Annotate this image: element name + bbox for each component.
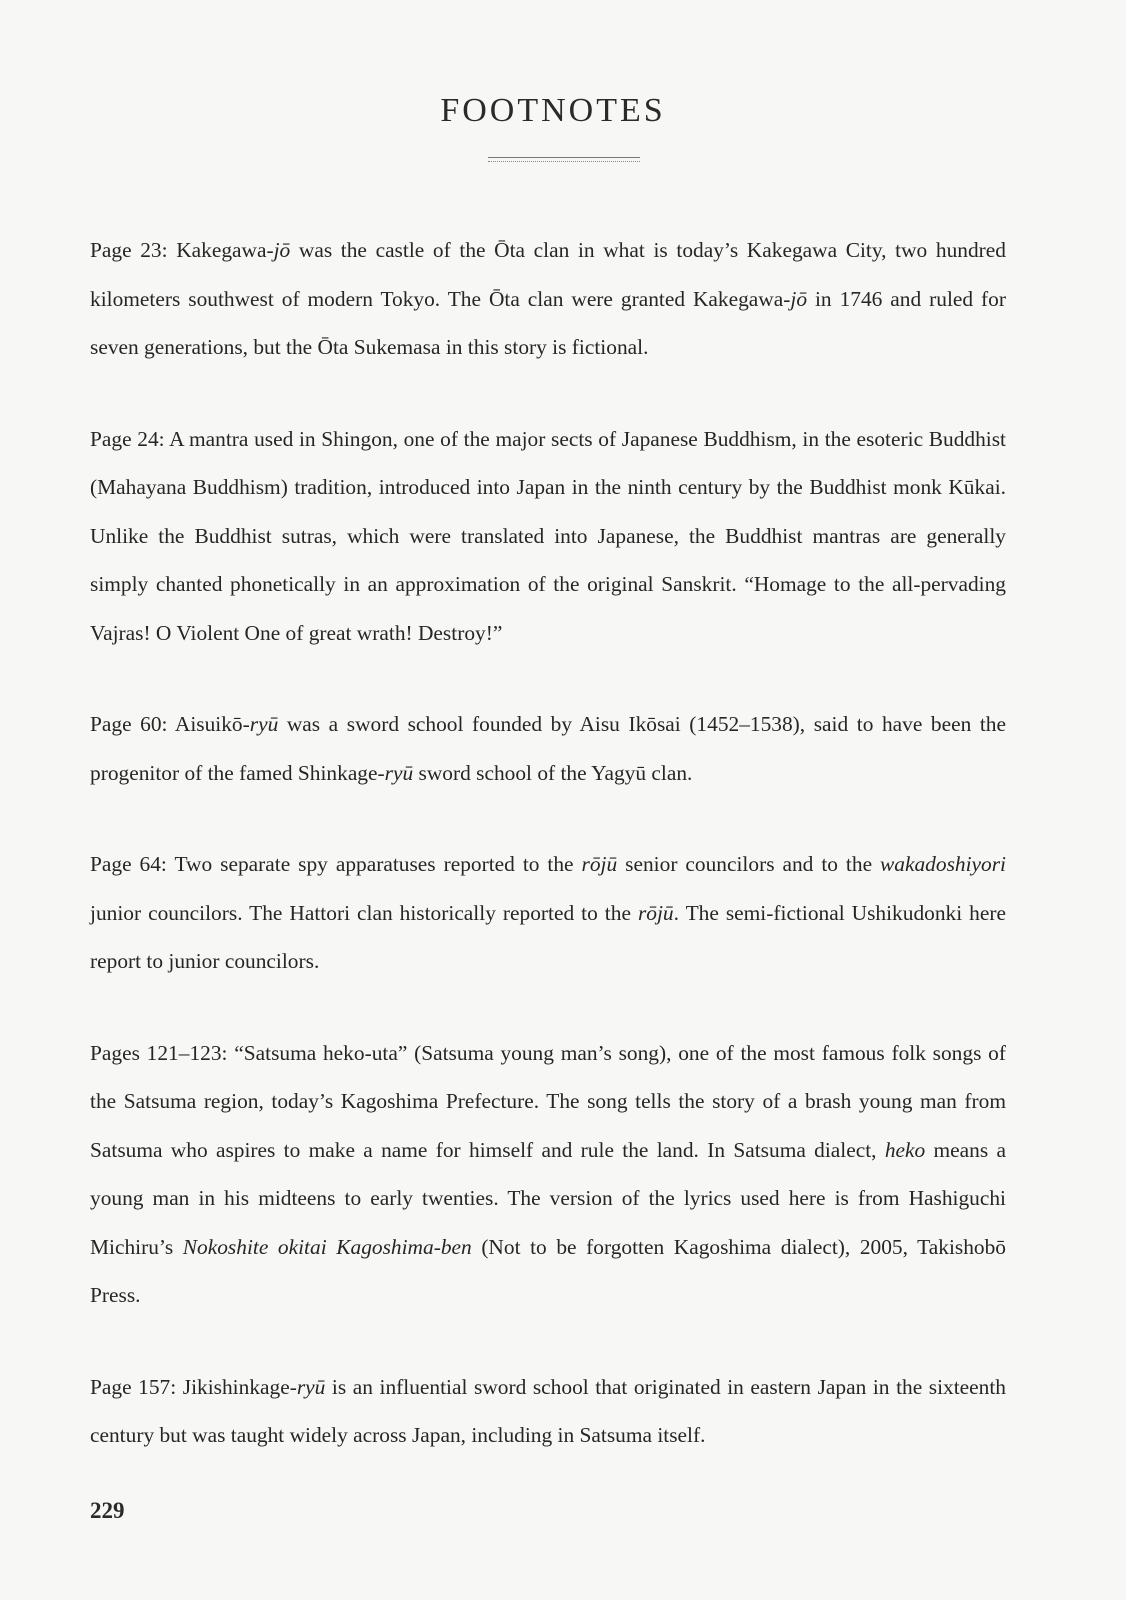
title-ornament — [488, 157, 640, 162]
note-text: (Not to be forgotten Kagoshima dialect), 2005, Takishobō Press. — [90, 1234, 1006, 1307]
italic-term: wakadoshiyori — [880, 852, 1006, 876]
note-text: means a young man in his midteens to early twenties. The version of the lyrics used here is from Hashiguchi Michiru’s — [90, 1137, 1006, 1259]
italic-term: rōjū — [581, 852, 618, 876]
italic-term: Nokoshite okitai Kagoshima-ben — [182, 1234, 472, 1259]
page-title: FOOTNOTES — [440, 92, 666, 129]
italic-term: ryū — [384, 760, 414, 785]
italic-term: jō — [790, 286, 808, 311]
footnote — [90, 1029, 1006, 1320]
note-text: in 1746 and ruled for seven generations, but the Ōta Sukemasa in this story is fictional. — [90, 286, 1006, 359]
note-text: Page 64: Two separate spy apparatuses reported to the — [90, 852, 582, 876]
italic-term: ryū — [296, 1374, 326, 1399]
page-number: 229 — [90, 1498, 125, 1523]
italic-term: heko — [884, 1137, 926, 1162]
italic-term: jō — [273, 238, 291, 262]
note-text: was a sword school founded by Aisu Ikōsai (1452–1538), said to have been the progenitor of the famed Shinkage- — [90, 712, 1006, 785]
note-text: Pages 121–123: “Satsuma heko-uta” (Satsuma young man’s song), one of the most famous folk songs of the Satsuma region, today’s Kagoshima Prefecture. The song tells the story of a brash young man from Satsuma who aspires to make a name for himself and rule the land. In Satsuma dialect, — [90, 1040, 1006, 1162]
note-text: Page 157: Jikishinkage- — [90, 1374, 297, 1399]
footnote — [90, 226, 1006, 372]
footnote — [90, 700, 1006, 797]
italic-term: ryū — [249, 712, 279, 736]
note-text: is an influential sword school that originated in eastern Japan in the sixteenth century but was taught widely across Japan, including in Satsuma itself. — [90, 1374, 1006, 1447]
note-text: sword school of the Yagyū clan. — [413, 760, 693, 785]
footnotes-list — [90, 226, 1006, 1460]
note-text: Page 24: A mantra used in Shingon, one of the major sects of Japanese Buddhism, in the esoteric Buddhist (Mahayana Buddhism) tradition, introduced into Japan in the ninth century by the Buddhist monk Kūkai. Unlike the Buddhist sutras, which were translated into Japanese, the Buddhist mantras are generally simply chanted phonetically in an approximation of the original Sanskrit. “Homage to the all-pervading Vajras! O Violent One of great wrath! Destroy!” — [90, 426, 1006, 645]
footnote — [90, 840, 1006, 986]
note-text: Page 60: Aisuikō- — [90, 712, 250, 736]
note-text: senior councilors and to the — [617, 852, 881, 876]
italic-term: rōjū — [637, 900, 674, 925]
footnote — [90, 1363, 1006, 1460]
footnote — [90, 415, 1006, 658]
note-text: . The semi-fictional Ushikudonki here report to junior councilors. — [90, 900, 1006, 973]
note-text: junior councilors. The Hattori clan historically reported to the — [90, 900, 638, 925]
note-text: was the castle of the Ōta clan in what is today’s Kakegawa City, two hundred kilometers southwest of modern Tokyo. The Ōta clan were granted Kakegawa- — [90, 238, 1006, 311]
note-text: Page 23: Kakegawa- — [90, 238, 274, 262]
